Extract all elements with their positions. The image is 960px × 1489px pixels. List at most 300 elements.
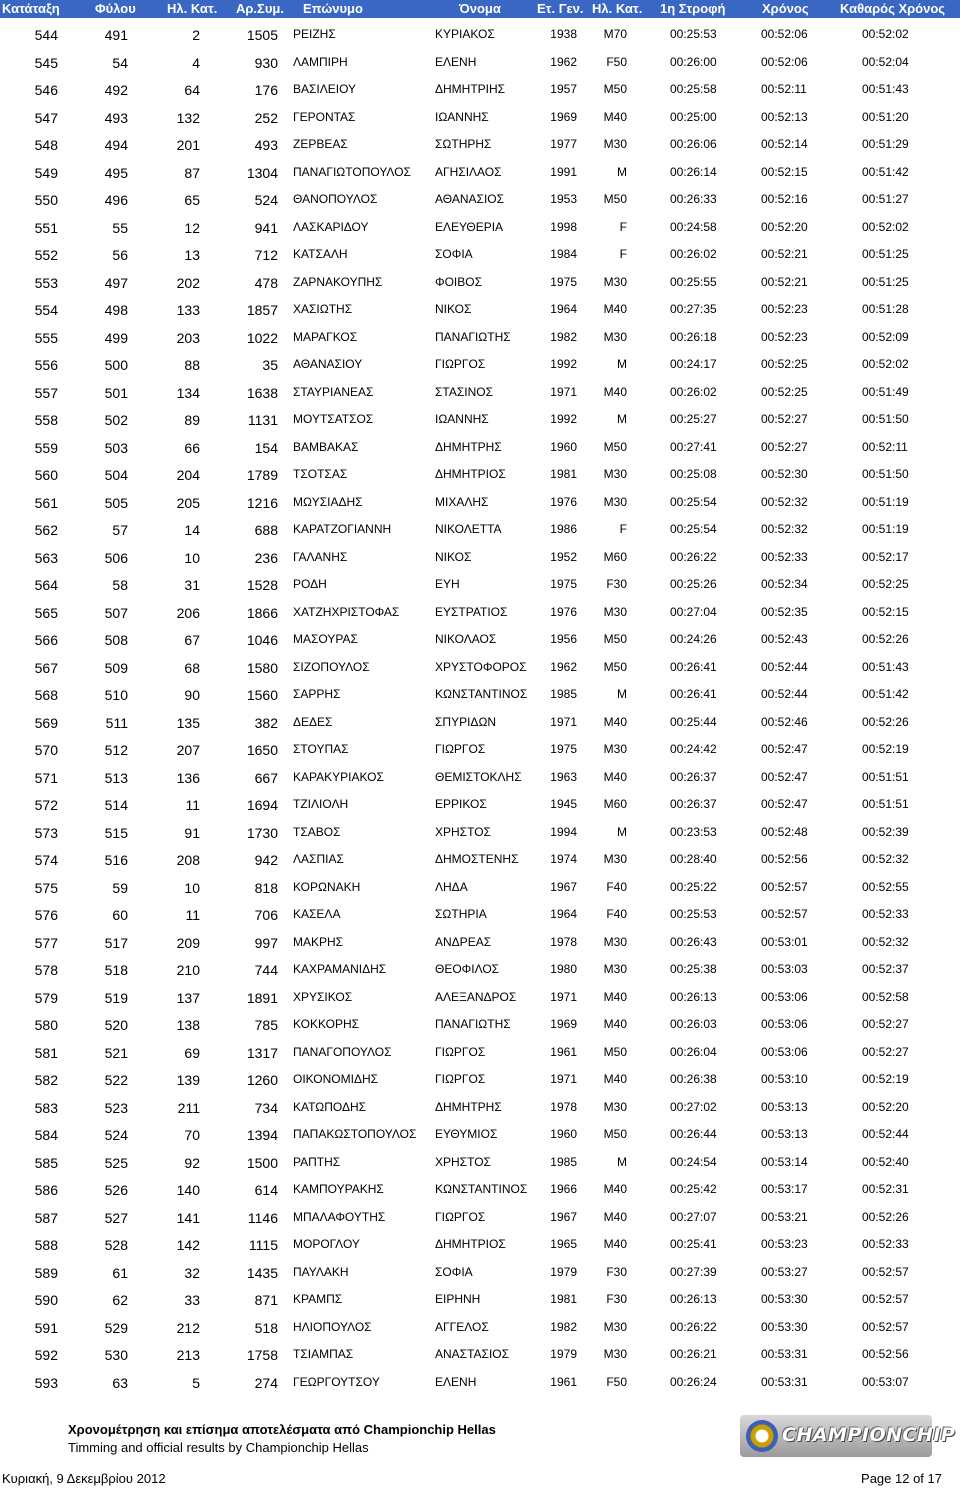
cell-cat-rank: 203	[176, 329, 200, 346]
cell-time: 00:53:21	[761, 1209, 808, 1224]
cell-bib: 1505	[246, 27, 278, 43]
cell-net-time: 00:53:07	[862, 1374, 909, 1389]
cell-first-name: ΔΗΜΗΤΡΙΟΣ	[435, 1237, 506, 1251]
cell-time: 00:52:14	[761, 137, 808, 151]
cell-age-group: M	[617, 1154, 627, 1169]
cell-surname: ΚΑΡΑΚΥΡΙΑΚΟΣ	[293, 769, 384, 784]
cell-first-lap: 00:28:40	[670, 852, 717, 866]
table-row	[0, 213, 960, 241]
cell-first-lap: 00:25:27	[670, 412, 717, 426]
cell-first-name: ΣΠΥΡΙΔΩΝ	[435, 714, 497, 729]
cell-bib: 1317	[246, 1044, 278, 1061]
cell-surname: ΣΤΟΥΠΑΣ	[293, 742, 349, 756]
cell-sex-rank: 516	[104, 852, 128, 868]
cell-age-group: M	[617, 824, 627, 839]
cell-rank: 557	[34, 384, 58, 401]
cell-sex-rank: 58	[112, 577, 128, 593]
cell-bib: 274	[254, 1374, 278, 1391]
cell-rank: 582	[34, 1072, 58, 1088]
cell-first-name: ΕΥΣΤΡΑΤΙΟΣ	[435, 604, 508, 619]
cell-sex-rank: 59	[112, 879, 128, 896]
cell-time: 00:52:11	[761, 82, 807, 96]
cell-age-group: M40	[603, 989, 627, 1004]
cell-first-lap: 00:26:04	[670, 1044, 717, 1059]
cell-cat-rank: 87	[184, 164, 200, 181]
cell-net-time: 00:51:19	[862, 522, 909, 536]
cell-cat-rank: 132	[176, 109, 200, 126]
cell-age-group: M50	[603, 192, 627, 206]
cell-bib: 1046	[246, 632, 278, 648]
cell-rank: 571	[34, 769, 58, 786]
cell-net-time: 00:52:17	[862, 549, 909, 564]
cell-rank: 555	[34, 329, 58, 346]
cell-rank: 593	[34, 1374, 58, 1391]
cell-birth-year: 1974	[550, 852, 577, 866]
cell-rank: 544	[34, 27, 58, 43]
cell-surname: ΜΑΡΑΓΚΟΣ	[293, 329, 358, 344]
cell-net-time: 00:52:20	[862, 1099, 909, 1114]
col-cat-rank-header: Ηλ. Κατ.	[167, 1, 218, 16]
table-row	[0, 405, 960, 433]
cell-bib: 1435	[246, 1264, 278, 1281]
cell-first-lap: 00:24:54	[670, 1154, 717, 1169]
cell-time: 00:52:48	[761, 824, 808, 839]
cell-cat-rank: 134	[176, 384, 200, 401]
cell-bib: 785	[254, 1017, 278, 1033]
table-row	[0, 240, 960, 268]
cell-time: 00:52:43	[761, 632, 808, 646]
cell-rank: 586	[34, 1182, 58, 1198]
cell-bib: 1758	[246, 1347, 278, 1363]
cell-age-group: M30	[603, 467, 627, 481]
cell-first-name: ΘΕΜΙΣΤΟΚΛΗΣ	[435, 769, 522, 784]
cell-net-time: 00:52:15	[862, 604, 909, 619]
cell-net-time: 00:51:43	[862, 659, 909, 674]
cell-birth-year: 1975	[550, 274, 577, 289]
cell-first-lap: 00:26:41	[670, 687, 717, 701]
cell-first-name: ΑΓΗΣΙΛΑΟΣ	[435, 164, 502, 179]
table-row	[0, 323, 960, 351]
cell-first-name: ΕΛΕΝΗ	[435, 54, 477, 69]
cell-birth-year: 1961	[550, 1374, 577, 1389]
cell-time: 00:52:06	[761, 27, 808, 41]
cell-cat-rank: 90	[184, 687, 200, 703]
cell-cat-rank: 135	[176, 714, 200, 731]
cell-rank: 592	[34, 1347, 58, 1363]
table-row	[0, 790, 960, 818]
table-row	[0, 1093, 960, 1121]
cell-age-group: M	[617, 164, 627, 179]
cell-surname: ΚΟΡΩΝΑΚΗ	[293, 879, 361, 894]
cell-net-time: 00:51:43	[862, 82, 909, 96]
cell-surname: ΖΕΡΒΕΑΣ	[293, 137, 348, 151]
cell-net-time: 00:52:44	[862, 1127, 909, 1141]
cell-first-lap: 00:26:03	[670, 1017, 717, 1031]
cell-net-time: 00:52:57	[862, 1292, 909, 1306]
table-row	[0, 185, 960, 213]
cell-surname: ΠΑΠΑΚΩΣΤΟΠΟΥΛΟΣ	[293, 1127, 417, 1141]
logo-wordmark: CHAMPIONCHIP	[782, 1424, 956, 1446]
cell-rank: 570	[34, 742, 58, 758]
table-row	[0, 1313, 960, 1341]
cell-surname: ΘΑΝΟΠΟΥΛΟΣ	[293, 192, 378, 206]
table-row	[0, 955, 960, 983]
cell-first-lap: 00:25:54	[670, 494, 717, 509]
cell-time: 00:53:14	[761, 1154, 808, 1169]
cell-cat-rank: 211	[177, 1099, 200, 1116]
cell-first-name: ΚΩΝΣΤΑΝΤΙΝΟΣ	[435, 687, 528, 701]
cell-net-time: 00:52:33	[862, 907, 909, 921]
cell-time: 00:53:06	[761, 1044, 808, 1059]
cell-rank: 562	[34, 522, 58, 538]
cell-first-name: ΣΩΤΗΡΗΣ	[435, 137, 492, 151]
cell-age-group: F	[619, 522, 627, 536]
cell-time: 00:53:30	[761, 1319, 808, 1334]
cell-age-group: F50	[606, 1374, 627, 1389]
cell-sex-rank: 529	[104, 1319, 128, 1336]
cell-time: 00:52:06	[761, 54, 808, 69]
cell-time: 00:52:34	[761, 577, 808, 591]
cell-sex-rank: 528	[104, 1237, 128, 1253]
cell-bib: 1560	[246, 687, 278, 703]
cell-first-lap: 00:25:08	[670, 467, 717, 481]
cell-age-group: M40	[603, 1017, 627, 1031]
cell-cat-rank: 213	[176, 1347, 200, 1363]
cell-net-time: 00:51:28	[862, 302, 909, 316]
cell-bib: 1394	[246, 1127, 278, 1143]
cell-surname: ΜΠΑΛΑΦΟΥΤΗΣ	[293, 1209, 386, 1224]
cell-surname: ΔΕΔΕΣ	[293, 714, 333, 729]
cell-surname: ΤΣΟΤΣΑΣ	[293, 467, 348, 481]
cell-age-group: M30	[603, 742, 627, 756]
cell-first-name: ΓΙΩΡΓΟΣ	[435, 1072, 486, 1086]
cell-surname: ΒΑΣΙΛΕΙΟΥ	[293, 82, 357, 96]
cell-net-time: 00:52:27	[862, 1017, 909, 1031]
cell-bib: 614	[254, 1182, 278, 1198]
cell-rank: 547	[34, 109, 58, 126]
cell-age-group: M40	[603, 1237, 627, 1251]
cell-bib: 1891	[246, 989, 278, 1006]
cell-rank: 569	[34, 714, 58, 731]
cell-net-time: 00:52:09	[862, 329, 909, 344]
cell-age-group: F50	[606, 54, 627, 69]
cell-net-time: 00:52:58	[862, 989, 909, 1004]
cell-surname: ΛΑΣΚΑΡΙΔΟΥ	[293, 219, 369, 234]
cell-rank: 576	[34, 907, 58, 923]
cell-sex-rank: 497	[104, 274, 128, 291]
cell-net-time: 00:51:42	[862, 687, 909, 701]
cell-first-name: ΔΗΜΗΤΡΗΣ	[435, 439, 502, 454]
cell-cat-rank: 14	[184, 522, 200, 538]
cell-birth-year: 1976	[550, 604, 577, 619]
cell-rank: 561	[34, 494, 58, 511]
cell-birth-year: 1960	[550, 1127, 577, 1141]
cell-age-group: M30	[603, 1347, 627, 1361]
cell-first-name: ΕΥΘΥΜΙΟΣ	[435, 1127, 498, 1141]
cell-birth-year: 1971	[550, 714, 577, 729]
col-name-header: Όνομα	[459, 1, 501, 16]
cell-sex-rank: 62	[112, 1292, 128, 1308]
table-row	[0, 75, 960, 103]
cell-bib: 818	[254, 879, 278, 896]
cell-bib: 524	[254, 192, 278, 208]
cell-sex-rank: 56	[112, 247, 128, 263]
cell-net-time: 00:51:29	[862, 137, 909, 151]
table-row	[0, 625, 960, 653]
cell-rank: 580	[34, 1017, 58, 1033]
cell-sex-rank: 526	[104, 1182, 128, 1198]
cell-time: 00:52:44	[761, 659, 808, 674]
cell-birth-year: 1994	[550, 824, 577, 839]
cell-first-name: ΧΡΥΣΤΟΦΟΡΟΣ	[435, 659, 527, 674]
cell-rank: 591	[34, 1319, 58, 1336]
cell-age-group: M60	[603, 549, 627, 564]
cell-age-group: M	[617, 687, 627, 701]
cell-bib: 518	[254, 1319, 278, 1336]
cell-cat-rank: 32	[184, 1264, 200, 1281]
cell-sex-rank: 505	[104, 494, 128, 511]
cell-cat-rank: 88	[184, 357, 200, 373]
cell-bib: 478	[254, 274, 278, 291]
cell-rank: 590	[34, 1292, 58, 1308]
cell-first-lap: 00:26:37	[670, 797, 717, 811]
cell-bib: 1638	[246, 384, 278, 401]
cell-birth-year: 1971	[550, 384, 577, 399]
cell-surname: ΓΑΛΑΝΗΣ	[293, 549, 348, 564]
cell-net-time: 00:51:27	[862, 192, 909, 206]
cell-surname: ΚΑΣΕΛΑ	[293, 907, 341, 921]
cell-birth-year: 1986	[550, 522, 577, 536]
cell-age-group: M50	[603, 659, 627, 674]
cell-surname: ΡΟΔΗ	[293, 577, 327, 591]
cell-surname: ΚΑΤΩΠΟΔΗΣ	[293, 1099, 367, 1114]
col-sex-rank-header: Φύλου	[95, 1, 136, 16]
cell-first-lap: 00:26:38	[670, 1072, 717, 1086]
cell-net-time: 00:51:49	[862, 384, 909, 399]
cell-first-name: ΔΗΜΗΤΡΙΗΣ	[435, 82, 506, 96]
cell-bib: 706	[254, 907, 278, 923]
cell-time: 00:53:30	[761, 1292, 808, 1306]
cell-rank: 559	[34, 439, 58, 456]
cell-birth-year: 1981	[550, 1292, 577, 1306]
cell-time: 00:52:25	[761, 357, 808, 371]
cell-rank: 574	[34, 852, 58, 868]
cell-age-group: M	[617, 357, 627, 371]
cell-birth-year: 1979	[550, 1264, 577, 1279]
cell-surname: ΚΑΧΡΑΜΑΝΙΔΗΣ	[293, 962, 387, 976]
cell-birth-year: 1991	[550, 164, 577, 179]
cell-birth-year: 1964	[550, 302, 577, 316]
cell-first-lap: 00:25:38	[670, 962, 717, 976]
cell-rank: 548	[34, 137, 58, 153]
cell-first-name: ΙΩΑΝΝΗΣ	[435, 412, 489, 426]
cell-cat-rank: 208	[176, 852, 200, 868]
cell-surname: ΧΑΣΙΩΤΗΣ	[293, 302, 353, 316]
cell-sex-rank: 508	[104, 632, 128, 648]
cell-rank: 589	[34, 1264, 58, 1281]
cell-first-name: ΚΩΝΣΤΑΝΤΙΝΟΣ	[435, 1182, 528, 1196]
cell-bib: 1866	[246, 604, 278, 621]
cell-first-name: ΕΥΗ	[435, 577, 460, 591]
cell-time: 00:52:30	[761, 467, 808, 481]
table-row	[0, 1175, 960, 1203]
cell-bib: 688	[254, 522, 278, 538]
cell-cat-rank: 4	[192, 54, 200, 71]
cell-age-group: M40	[603, 302, 627, 316]
cell-birth-year: 1960	[550, 439, 577, 454]
cell-bib: 252	[254, 109, 278, 126]
table-row	[0, 845, 960, 873]
cell-first-lap: 00:27:07	[670, 1209, 717, 1224]
cell-bib: 1260	[246, 1072, 278, 1088]
cell-sex-rank: 60	[112, 907, 128, 923]
cell-birth-year: 1953	[550, 192, 577, 206]
cell-time: 00:52:57	[761, 879, 808, 894]
cell-bib: 1304	[246, 164, 278, 181]
cell-time: 00:52:32	[761, 522, 808, 536]
footer-date: Κυριακή, 9 Δεκεμβρίου 2012	[2, 1471, 166, 1486]
cell-time: 00:52:25	[761, 384, 808, 399]
cell-age-group: M70	[603, 27, 627, 41]
cell-sex-rank: 63	[112, 1374, 128, 1391]
cell-first-name: ΔΗΜΟΣΤΕΝΗΣ	[435, 852, 519, 866]
cell-first-lap: 00:25:41	[670, 1237, 717, 1251]
cell-first-name: ΔΗΜΗΤΡΙΟΣ	[435, 467, 506, 481]
cell-age-group: M50	[603, 439, 627, 454]
cell-time: 00:52:35	[761, 604, 808, 619]
cell-first-lap: 00:26:18	[670, 329, 717, 344]
cell-age-group: F40	[606, 907, 627, 921]
cell-birth-year: 1978	[550, 934, 577, 949]
cell-age-group: M40	[603, 1072, 627, 1086]
cell-sex-rank: 519	[104, 989, 128, 1006]
cell-sex-rank: 510	[104, 687, 128, 703]
cell-first-name: ΑΛΕΞΑΝΔΡΟΣ	[435, 989, 517, 1004]
chip-icon	[746, 1420, 778, 1452]
cell-surname: ΤΣΙΑΜΠΑΣ	[293, 1347, 354, 1361]
cell-sex-rank: 509	[104, 659, 128, 676]
cell-bib: 871	[254, 1292, 278, 1308]
cell-bib: 1857	[246, 302, 278, 318]
cell-surname: ΣΑΡΡΗΣ	[293, 687, 341, 701]
cell-bib: 1694	[246, 797, 278, 813]
cell-first-name: ΜΙΧΑΛΗΣ	[435, 494, 489, 509]
cell-sex-rank: 500	[104, 357, 128, 373]
cell-net-time: 00:52:31	[862, 1182, 909, 1196]
cell-cat-rank: 137	[176, 989, 200, 1006]
cell-birth-year: 1971	[550, 989, 577, 1004]
cell-birth-year: 1975	[550, 577, 577, 591]
cell-bib: 1115	[248, 1237, 278, 1253]
cell-bib: 997	[254, 934, 278, 951]
cell-sex-rank: 494	[104, 137, 128, 153]
cell-rank: 584	[34, 1127, 58, 1143]
cell-cat-rank: 207	[176, 742, 200, 758]
cell-birth-year: 1967	[550, 879, 577, 894]
cell-birth-year: 1956	[550, 632, 577, 646]
cell-time: 00:52:57	[761, 907, 808, 921]
cell-first-name: ΕΙΡΗΝΗ	[435, 1292, 481, 1306]
cell-net-time: 00:52:39	[862, 824, 909, 839]
cell-cat-rank: 67	[184, 632, 200, 648]
cell-sex-rank: 502	[104, 412, 128, 428]
cell-rank: 573	[34, 824, 58, 841]
cell-net-time: 00:52:27	[862, 1044, 909, 1059]
cell-sex-rank: 498	[104, 302, 128, 318]
cell-cat-rank: 140	[176, 1182, 200, 1198]
cell-birth-year: 1985	[550, 1154, 577, 1169]
cell-first-name: ΣΟΦΙΑ	[435, 247, 473, 261]
cell-birth-year: 1945	[550, 797, 577, 811]
cell-birth-year: 1976	[550, 494, 577, 509]
cell-bib: 930	[254, 54, 278, 71]
results-table-header	[0, 0, 960, 18]
cell-rank: 553	[34, 274, 58, 291]
cell-time: 00:52:44	[761, 687, 808, 701]
cell-bib: 1789	[246, 467, 278, 483]
cell-age-group: M40	[603, 384, 627, 399]
cell-sex-rank: 506	[104, 549, 128, 566]
cell-surname: ΧΡΥΣΙΚΟΣ	[293, 989, 353, 1004]
cell-sex-rank: 530	[104, 1347, 128, 1363]
cell-bib: 35	[262, 357, 278, 373]
cell-first-name: ΑΝΔΡΕΑΣ	[435, 934, 492, 949]
cell-rank: 587	[34, 1209, 58, 1226]
cell-birth-year: 1992	[550, 357, 577, 371]
cell-rank: 545	[34, 54, 58, 71]
table-row	[0, 735, 960, 763]
cell-surname: ΚΑΡΑΤΖΟΓΙΑΝΝΗ	[293, 522, 392, 536]
cell-cat-rank: 133	[176, 302, 200, 318]
cell-net-time: 00:52:55	[862, 879, 909, 894]
cell-birth-year: 1967	[550, 1209, 577, 1224]
cell-age-group: M30	[603, 934, 627, 949]
cell-time: 00:53:23	[761, 1237, 808, 1251]
cell-first-lap: 00:26:37	[670, 769, 717, 784]
cell-sex-rank: 521	[104, 1044, 128, 1061]
cell-net-time: 00:52:02	[862, 219, 909, 234]
cell-first-name: ΔΗΜΗΤΡΗΣ	[435, 1099, 502, 1114]
cell-time: 00:52:47	[761, 797, 808, 811]
cell-cat-rank: 12	[184, 219, 200, 236]
table-row	[0, 48, 960, 76]
cell-first-lap: 00:27:35	[670, 302, 717, 316]
cell-bib: 1146	[247, 1209, 278, 1226]
cell-first-name: ΘΕΟΦΙΛΟΣ	[435, 962, 500, 976]
cell-surname: ΠΑΝΑΓΙΩΤΟΠΟΥΛΟΣ	[293, 164, 411, 179]
cell-first-lap: 00:26:00	[670, 54, 717, 69]
cell-net-time: 00:51:19	[862, 494, 909, 509]
table-row	[0, 928, 960, 956]
cell-first-name: ΣΤΑΣΙΝΟΣ	[435, 384, 494, 399]
cell-first-lap: 00:25:53	[670, 907, 717, 921]
cell-first-lap: 00:26:41	[670, 659, 717, 674]
cell-birth-year: 1952	[550, 549, 577, 564]
cell-surname: ΚΡΑΜΠΣ	[293, 1292, 343, 1306]
cell-cat-rank: 33	[184, 1292, 200, 1308]
cell-first-name: ΕΡΡΙΚΟΣ	[435, 797, 487, 811]
cell-time: 00:53:13	[761, 1127, 808, 1141]
cell-first-lap: 00:25:44	[670, 714, 717, 729]
cell-birth-year: 1978	[550, 1099, 577, 1114]
cell-sex-rank: 527	[104, 1209, 128, 1226]
cell-first-lap: 00:26:33	[670, 192, 717, 206]
cell-bib: 1500	[246, 1154, 278, 1171]
table-row	[0, 268, 960, 296]
cell-time: 00:53:31	[761, 1347, 808, 1361]
cell-first-name: ΓΙΩΡΓΟΣ	[435, 357, 486, 371]
cell-rank: 568	[34, 687, 58, 703]
